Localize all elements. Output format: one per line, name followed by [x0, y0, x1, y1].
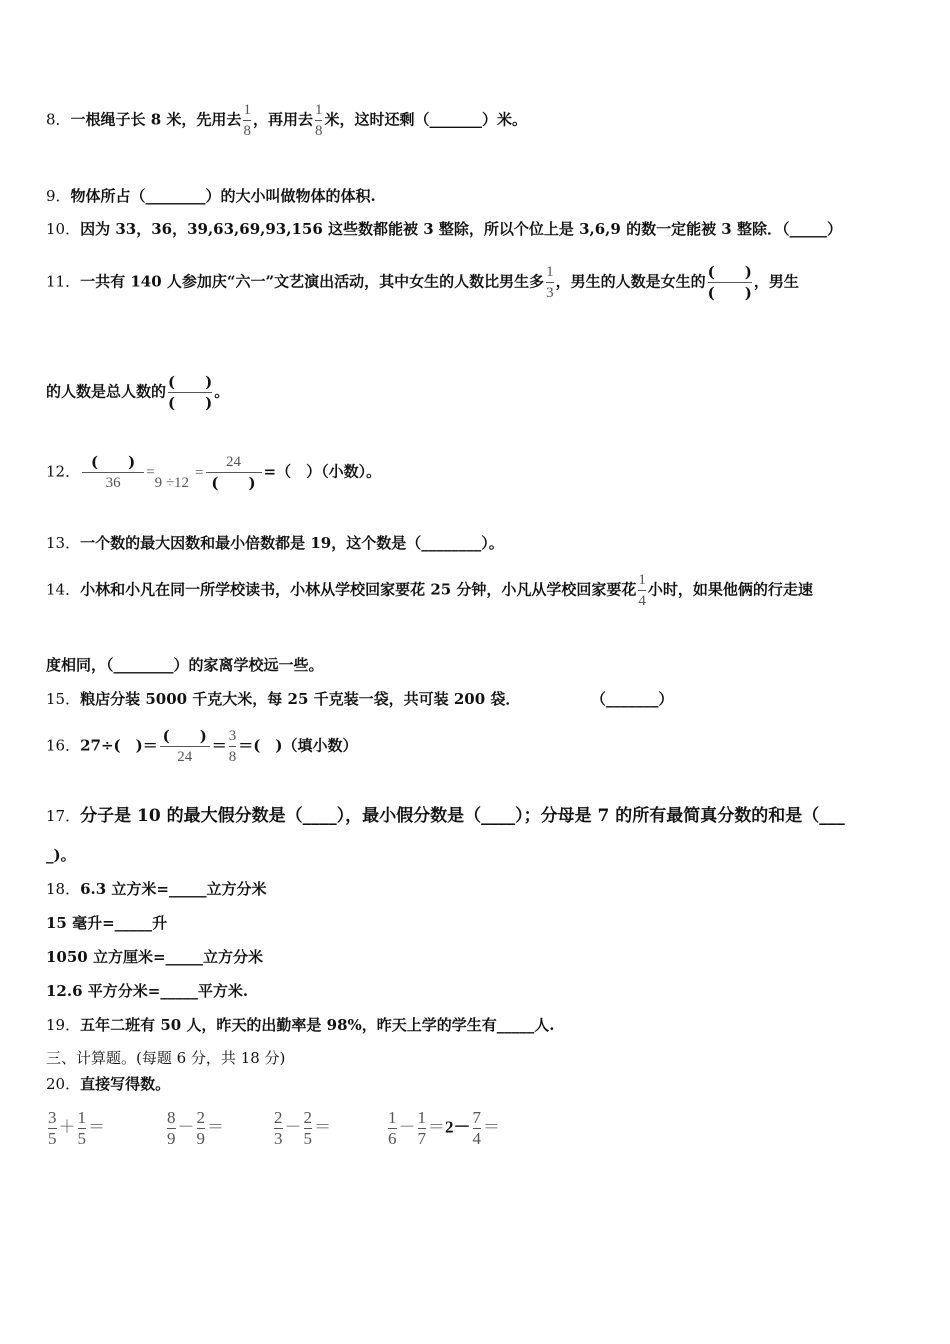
q16-text-a: 27÷( )＝: [80, 736, 158, 755]
q13-text: 一个数的最大因数和最小倍数都是 19，这个数是（________）。: [80, 534, 504, 552]
q14-text-c: 度相同，（________）的家离学校远一些。: [46, 656, 324, 674]
equals-sign: =: [195, 464, 204, 481]
fraction: $\frac{2}{3}$: [274, 1108, 283, 1148]
question-12: [46, 452, 381, 493]
fraction: $\frac{7}{4}$: [472, 1108, 481, 1148]
question-16: [46, 726, 357, 767]
q10-number: 10．: [46, 220, 81, 238]
question-14-cont: [46, 655, 324, 675]
question-9: [46, 186, 376, 206]
question-17-cont: [46, 845, 76, 865]
equals-sign: ＝: [211, 736, 227, 755]
q17-text-b: _)。: [46, 846, 76, 864]
q11-number: 11．: [46, 272, 81, 291]
q14-text-a: 小林和小凡在同一所学校读书，小林从学校回家要花 25 分钟，小凡从学校回家要花: [80, 580, 637, 599]
calc-expression-2: $\frac{8}{9}$ － $\frac{2}{9}$ ＝: [167, 1108, 224, 1148]
q14-text-b: 小时，如果他俩的行走速: [647, 580, 813, 599]
q12-expression: 9 ÷12: [154, 474, 190, 491]
fraction-blank[interactable]: ( ) ( ): [168, 373, 213, 412]
q11-text-c: ，男生: [753, 272, 799, 291]
q8-number: 8．: [46, 110, 71, 129]
calc-expression-3: $\frac{2}{3}$ － $\frac{2}{5}$ ＝: [274, 1108, 331, 1148]
question-20: [46, 1074, 170, 1094]
question-15: [46, 689, 673, 709]
q17-text-a: 分子是 10 的最大假分数是（____），最小假分数是（____）；分母是 7 的所有最简真分数的和是（___: [80, 806, 845, 826]
q18-line-2: 15 毫升=_____升: [46, 914, 168, 932]
q12-tail: =（ ）（小数）。: [263, 462, 382, 481]
q19-number: 19．: [46, 1016, 81, 1034]
fraction: $\frac{2}{5}$: [303, 1108, 312, 1148]
calc-expression-1: $\frac{3}{5}$ ＋ $\frac{1}{5}$ ＝: [48, 1108, 105, 1148]
question-17: [46, 806, 845, 826]
question-13: [46, 533, 504, 553]
question-11-cont: [46, 372, 229, 413]
calc-expression-4: $\frac{1}{6}$ － $\frac{1}{7}$ ＝2－ $\frac{7}{4}$ ＝: [388, 1108, 500, 1148]
q11-text-b: ，男生的人数是女生的: [555, 272, 706, 291]
fraction: $\frac{8}{9}$: [167, 1108, 176, 1148]
q9-text: 物体所占（________）的大小叫做物体的体积.: [70, 187, 376, 205]
q11-text-a: 一共有 140 人参加庆“六一”文艺演出活动，其中女生的人数比男生多: [80, 272, 545, 291]
fraction-blank[interactable]: ( ) ( ): [707, 263, 752, 302]
fraction: $\frac{1}{5}$: [77, 1108, 86, 1148]
q18-line-3: 1050 立方厘米=_____立方分米: [46, 948, 264, 966]
q8-text-d: ）米。: [481, 110, 527, 129]
fraction: $\frac{1}{8}$: [314, 102, 323, 139]
q18-line-1: 6.3 立方米=_____立方分米: [80, 880, 267, 898]
equals-sign: =: [146, 464, 155, 481]
fraction: $\frac{1}{8}$: [243, 102, 251, 139]
q15-number: 15．: [46, 690, 81, 708]
answer-blank[interactable]: （_______）: [598, 690, 674, 708]
fraction-blank[interactable]: 24 ( ): [206, 452, 262, 493]
q8-text-b: ，再用去: [252, 110, 313, 129]
q18-number: 18．: [46, 880, 81, 898]
fraction: $\frac{1}{4}$: [638, 572, 646, 609]
q19-text: 五年二班有 50 人，昨天的出勤率是 98%，昨天上学的学生有_____人.: [80, 1016, 555, 1034]
q14-number: 14．: [46, 580, 81, 599]
q20-number: 20．: [46, 1075, 81, 1093]
q18-line-4: 12.6 平方分米=_____平方米.: [46, 982, 249, 1000]
question-10: [46, 219, 842, 239]
fraction-blank[interactable]: ( ) 24: [160, 726, 210, 767]
q12-number: 12．: [46, 462, 81, 481]
q20-text: 直接写得数。: [80, 1075, 171, 1093]
fraction: $\frac{1}{3}$: [546, 264, 554, 301]
q8-text-c: 米，这时还剩（: [324, 110, 430, 129]
q10-text: 因为 33，36，39,63,69,93,156 这些数都能被 3 整除，所以个位上是 3,6,9 的数一定能被 3 整除．（_____）: [80, 220, 842, 238]
q8-text-a: 一根绳子长 8 米，先用去: [70, 110, 242, 129]
q13-number: 13．: [46, 534, 81, 552]
q16-text-b: ＝( )（填小数）: [238, 736, 358, 755]
question-14: [46, 570, 813, 611]
q17-number: 17．: [46, 807, 81, 825]
q16-number: 16．: [46, 736, 81, 755]
question-8: [46, 100, 527, 141]
fraction: $\frac{2}{9}$: [196, 1108, 205, 1148]
question-19: [46, 1015, 555, 1035]
fraction: $\frac{1}{6}$: [388, 1108, 397, 1148]
fraction: $\frac{3}{5}$: [48, 1108, 57, 1148]
section-heading: 三、计算题。(每题 6 分，共 18 分): [46, 1049, 286, 1067]
q15-text: 粮店分装 5000 千克大米，每 25 千克装一袋，共可装 200 袋．: [80, 690, 521, 708]
q11-text-d: 的人数是总人数的: [46, 382, 167, 401]
answer-blank[interactable]: _______: [429, 110, 482, 129]
q9-number: 9．: [46, 187, 71, 205]
fraction-blank[interactable]: ( ) 36: [82, 452, 144, 493]
fraction: $\frac{1}{7}$: [417, 1108, 426, 1148]
question-11: [46, 262, 799, 303]
question-18: [46, 879, 266, 899]
fraction: $\frac{3}{8}$: [228, 728, 237, 765]
q11-text-e: 。: [214, 382, 230, 401]
